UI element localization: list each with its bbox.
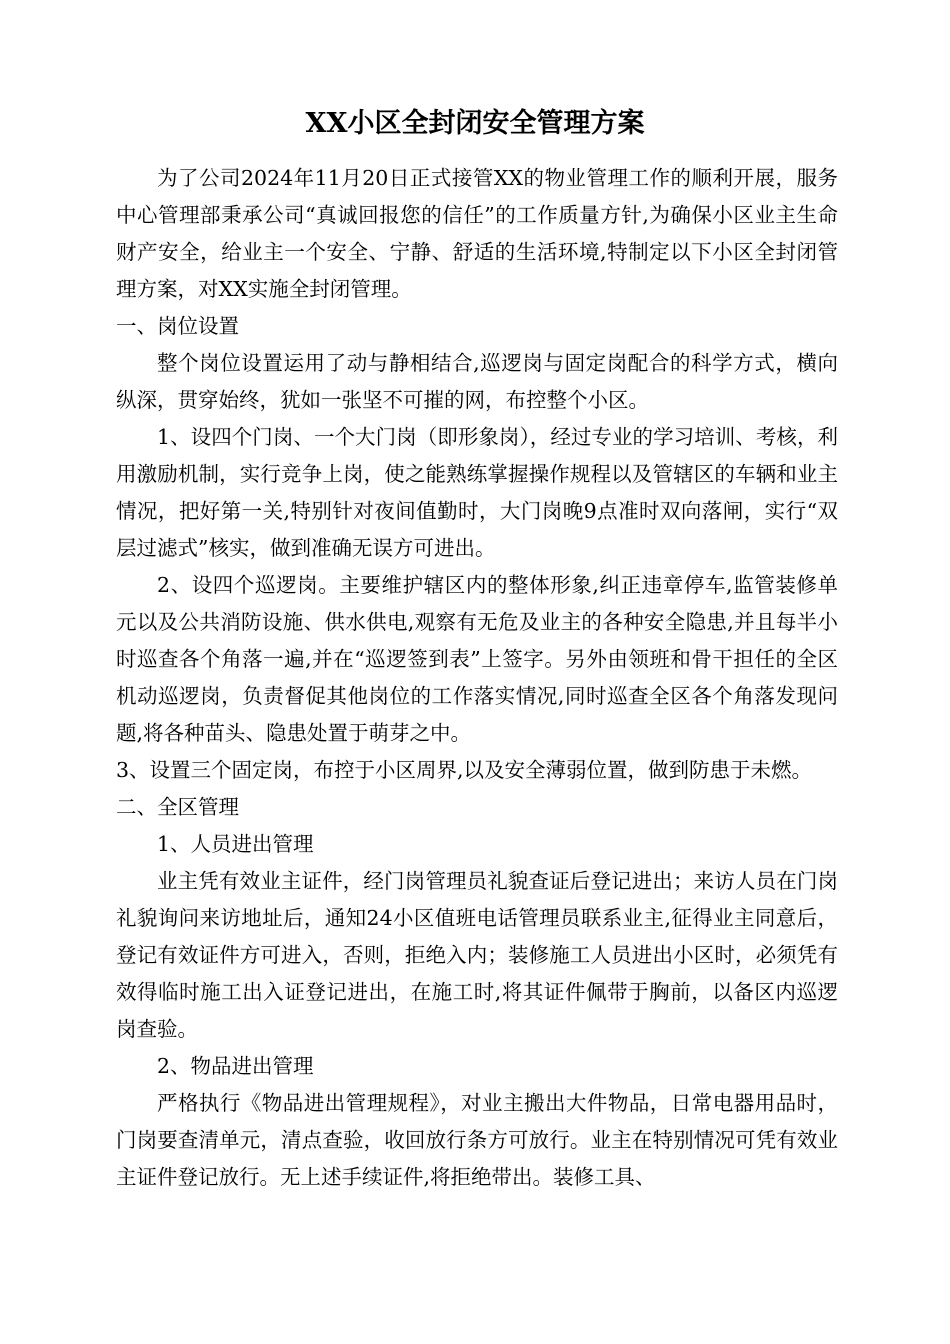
paragraph-gate-posts: 1、设四个门岗、一个大门岗（即形象岗），经过专业的学习培训、考核，利用激励机制，实行竞争上岗，使之能熟练掌握操作规程以及管辖区的车辆和业主情况，把好第一关,特别针对夜间值勤时，大门岗晚9点准时双向落闸，实行“双层过滤式”核实，做到准确无误方可进出。 — [116, 425, 838, 560]
section-heading-positions: 一、岗位设置 — [116, 314, 239, 338]
paragraph-patrol-posts: 2、设四个巡逻岗。主要维护辖区内的整体形象,纠正违章停车,监管装修单元以及公共消防设施、供水供电,观察有无危及业主的各种安全隐患,并且每半小时巡查各个角落一遍,并在“巡逻签到表”上签字。另外由领班和骨干担任的全区机动巡逻岗，负责督促其他岗位的工作落实情况,同时巡查全区各个角落发现问题,将各种苗头、隐患处置于萌芽之中。 — [116, 573, 838, 745]
section-heading-area-management: 二、全区管理 — [116, 795, 239, 819]
paragraph-positions-overview: 整个岗位设置运用了动与静相结合,巡逻岗与固定岗配合的科学方式，横向纵深，贯穿始终，犹如一张坚不可摧的网，布控整个小区。 — [116, 351, 838, 412]
paragraph-intro: 为了公司2024年11月20日正式接管XX的物业管理工作的顺利开展，服务中心管理部秉承公司“真诚回报您的信任”的工作质量方针,为确保小区业主生命财产安全，给业主一个安全、宁静、舒适的生活环境,特制定以下小区全封闭管理方案，对XX实施全封闭管理。 — [116, 166, 838, 301]
subheading-goods-access: 2、物品进出管理 — [157, 1054, 314, 1078]
paragraph-personnel-access: 业主凭有效业主证件，经门岗管理员礼貌查证后登记进出；来访人员在门岗礼貌询问来访地址后，通知24小区值班电话管理员联系业主,征得业主同意后，登记有效证件方可进入，否则，拒绝入内；装修施工人员进出小区时，必须凭有效得临时施工出入证登记进出，在施工时,将其证件佩带于胸前，以备区内巡逻岗查验。 — [116, 869, 838, 1041]
paragraph-goods-access: 严格执行《物品进出管理规程》，对业主搬出大件物品，日常电器用品时，门岗要查清单元，清点查验，收回放行条方可放行。业主在特别情况可凭有效业主证件登记放行。无上述手续证件,将拒绝带出。装修工具、 — [116, 1091, 838, 1189]
paragraph-fixed-posts: 3、设置三个固定岗，布控于小区周界,以及安全薄弱位置，做到防患于未燃。 — [116, 758, 813, 782]
document-title: XX小区全封闭安全管理方案 — [305, 108, 645, 139]
document-body — [116, 160, 838, 1196]
subheading-personnel-access: 1、人员进出管理 — [157, 832, 314, 856]
